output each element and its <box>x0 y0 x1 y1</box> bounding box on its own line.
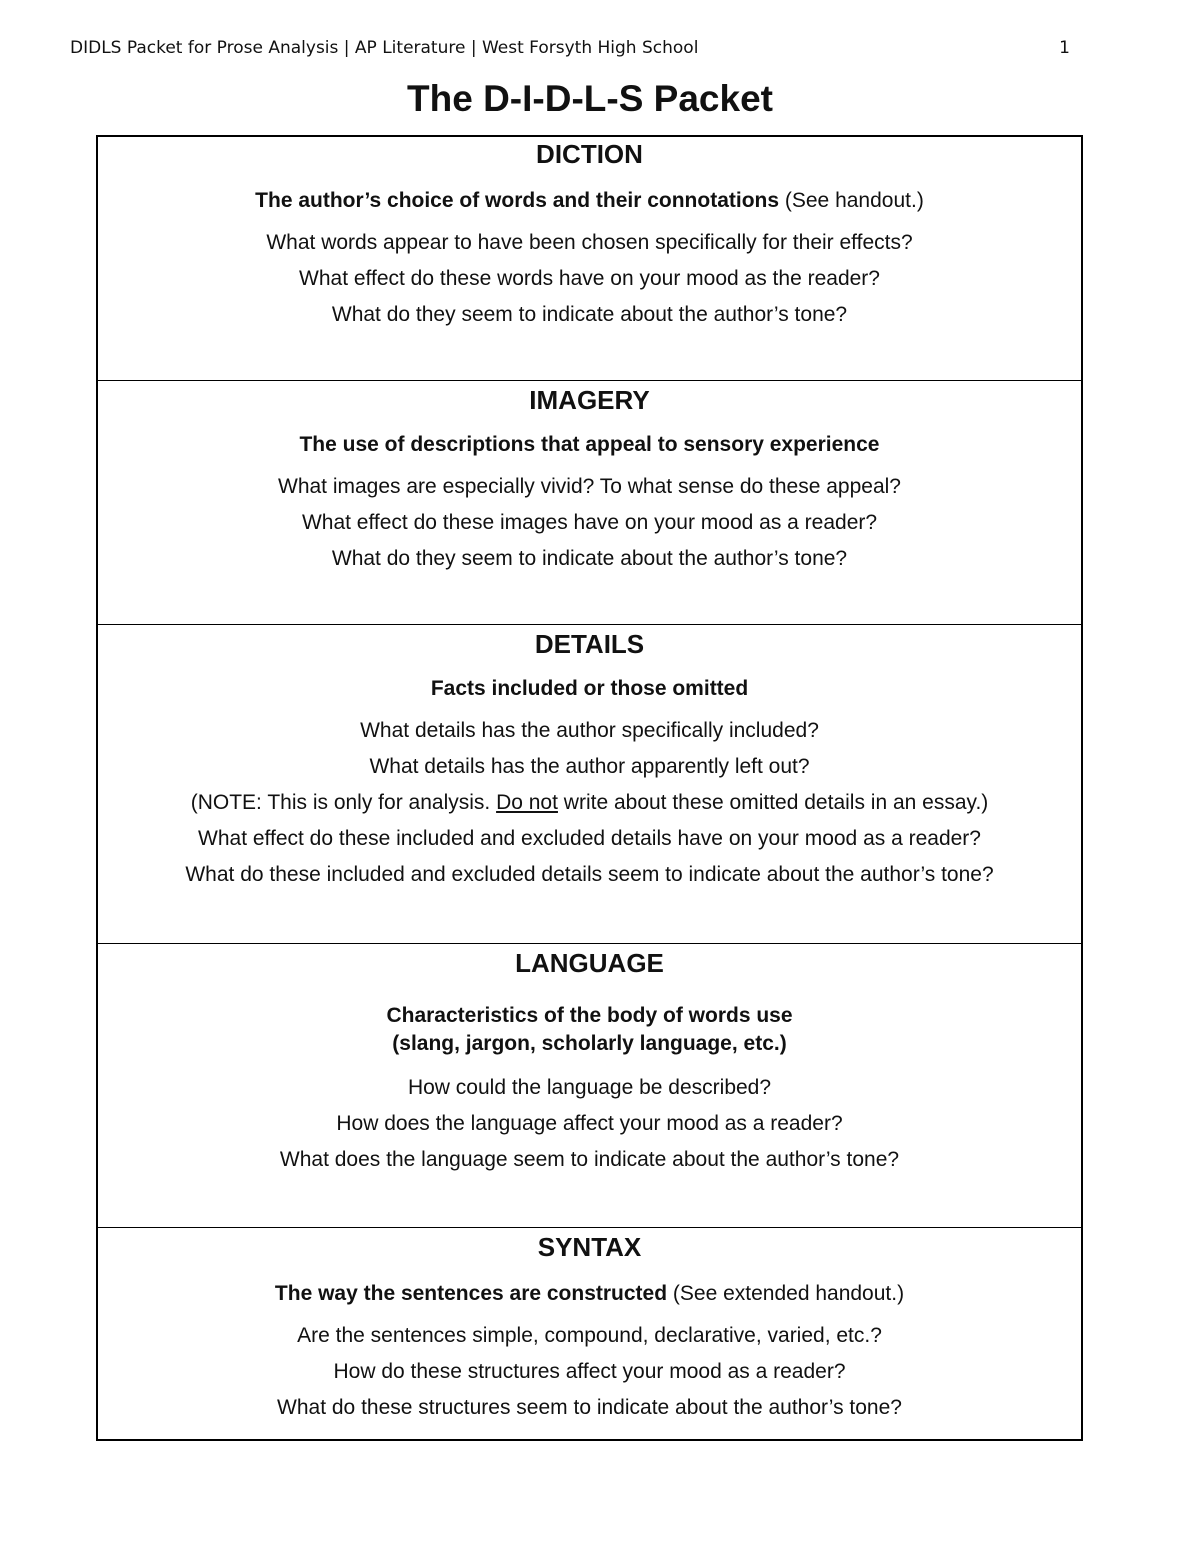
question-line: What details has the author apparently left out? <box>369 755 810 778</box>
running-header <box>70 38 1070 62</box>
section-definition <box>98 431 1081 459</box>
question-line: What do they seem to indicate about the author’s tone? <box>331 547 848 570</box>
definition-bold: Facts included or those omitted <box>430 677 749 700</box>
question-line: What words appear to have been chosen specifically for their effects? <box>266 231 913 254</box>
definition-line: (slang, jargon, scholarly language, etc.) <box>392 1032 787 1055</box>
header-text: DIDLS Packet for Prose Analysis | AP Literature | West Forsyth High School <box>70 38 699 58</box>
note-after: write about these omitted details in an essay.) <box>557 791 989 814</box>
analysis-note <box>98 785 1081 821</box>
question-line: What effect do these included and excluded details have on your mood as a reader? <box>198 827 981 850</box>
definition-bold: The way the sentences are constructed <box>274 1282 668 1305</box>
section-diction <box>98 137 1081 380</box>
definition-line: Characteristics of the body of words use <box>386 1004 793 1027</box>
question-line: How do these structures affect your mood as a reader? <box>333 1360 846 1383</box>
definition-bold: The use of descriptions that appeal to sensory experience <box>299 433 880 456</box>
question-line: What images are especially vivid? To what sense do these appeal? <box>278 475 901 498</box>
question-line: What details has the author specifically included? <box>360 719 819 742</box>
question-line: What does the language seem to indicate about the author’s tone? <box>279 1148 900 1171</box>
definition-bold: The author’s choice of words and their connotations <box>255 189 780 212</box>
section-language <box>98 943 1081 1227</box>
section-heading: DETAILS <box>534 629 645 659</box>
definition-note: (See extended handout.) <box>667 1282 905 1305</box>
section-heading: IMAGERY <box>529 385 650 415</box>
note-before: (NOTE: This is only for analysis. <box>190 791 497 814</box>
question-line: Are the sentences simple, compound, declarative, varied, etc.? <box>297 1324 882 1347</box>
question-line: What do these structures seem to indicate about the author’s tone? <box>277 1396 902 1419</box>
question-line: What effect do these words have on your mood as the reader? <box>299 267 880 290</box>
section-definition <box>98 675 1081 703</box>
section-heading: LANGUAGE <box>515 948 664 978</box>
question-line: What do these included and excluded details seem to indicate about the author’s tone? <box>185 863 994 886</box>
question-line: How does the language affect your mood as a reader? <box>336 1112 843 1135</box>
section-syntax <box>98 1227 1081 1439</box>
note-underlined: Do not <box>496 791 558 814</box>
section-heading: SYNTAX <box>537 1232 642 1262</box>
definition-note: (See handout.) <box>779 189 924 212</box>
section-imagery <box>98 380 1081 624</box>
page-number: 1 <box>1059 38 1070 58</box>
section-heading: DICTION <box>536 139 643 169</box>
question-line: What effect do these images have on your mood as a reader? <box>301 511 878 534</box>
section-details <box>98 624 1081 943</box>
question-line: How could the language be described? <box>407 1076 772 1099</box>
section-definition <box>98 187 1081 215</box>
didls-table <box>96 135 1083 1441</box>
document-title: The D-I-D-L-S Packet <box>407 78 773 119</box>
question-line: What do they seem to indicate about the author’s tone? <box>331 303 848 326</box>
section-definition <box>98 1280 1081 1308</box>
